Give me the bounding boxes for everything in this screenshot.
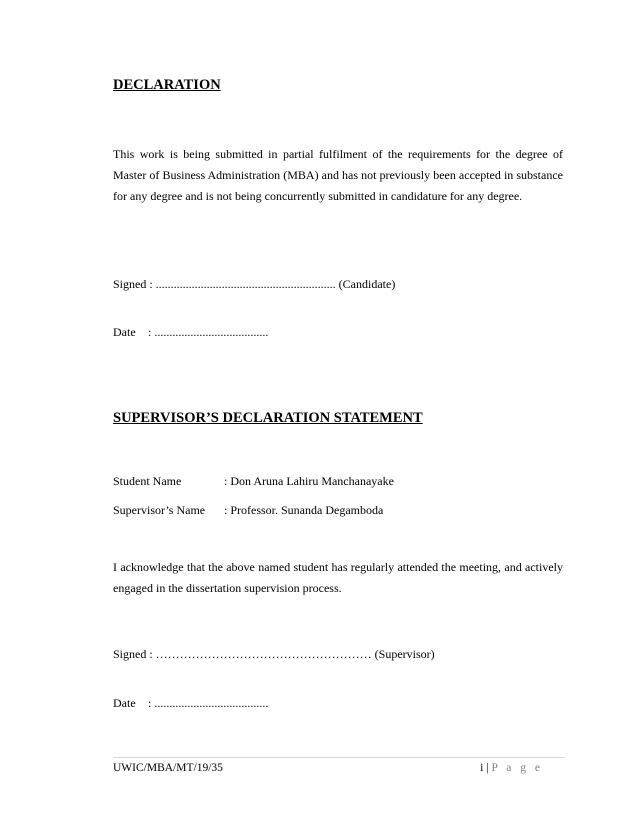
candidate-signature-dots: ............................................................ — [155, 277, 336, 291]
supervisor-name-row — [113, 503, 383, 518]
candidate-date-label: Date — [113, 325, 136, 339]
supervisor-date-line — [113, 696, 268, 711]
supervisor-role: (Supervisor) — [371, 647, 435, 661]
supervisor-date-value: : ...................................... — [148, 696, 269, 710]
declaration-paragraph: This work is being submitted in partial fulfilment of the requirements for the degree of Master of Business Administration (MBA) and has not previously been accepted in substance for any degree and is not being concurrently submitted in candidature for any degree. — [113, 147, 563, 203]
supervisor-signature-dots: ……………………………………………… — [155, 647, 372, 661]
supervisor-signature-line — [113, 647, 435, 662]
footer-reference: UWIC/MBA/MT/19/35 — [113, 762, 223, 774]
supervisor-name-label: Supervisor’s Name — [113, 503, 206, 517]
candidate-date-value: : ...................................... — [148, 325, 269, 339]
footer-divider — [113, 757, 565, 758]
footer-page-indicator — [480, 762, 543, 774]
student-name-row — [113, 474, 394, 489]
student-name-label: Student Name — [113, 474, 182, 488]
candidate-signature-line — [113, 277, 395, 292]
candidate-role: (Candidate) — [335, 277, 396, 291]
supervisor-name-value: : Professor. Sunanda Degamboda — [224, 503, 384, 517]
footer-page-word: P a g e — [491, 762, 543, 774]
supervisor-heading: SUPERVISOR’S DECLARATION STATEMENT — [113, 410, 423, 426]
supervisor-paragraph: I acknowledge that the above named student has regularly attended the meeting, and actively engaged in the dissertation supervision process. — [113, 560, 563, 595]
footer-page-number: i — [480, 762, 484, 774]
candidate-date-line — [113, 325, 268, 340]
candidate-signed-label: Signed : — [113, 277, 156, 291]
declaration-heading: DECLARATION — [113, 77, 221, 93]
supervisor-date-label: Date — [113, 696, 136, 710]
supervisor-signed-label: Signed : — [113, 647, 156, 661]
footer-separator: | — [483, 762, 492, 774]
student-name-value: : Don Aruna Lahiru Manchanayake — [224, 474, 394, 488]
